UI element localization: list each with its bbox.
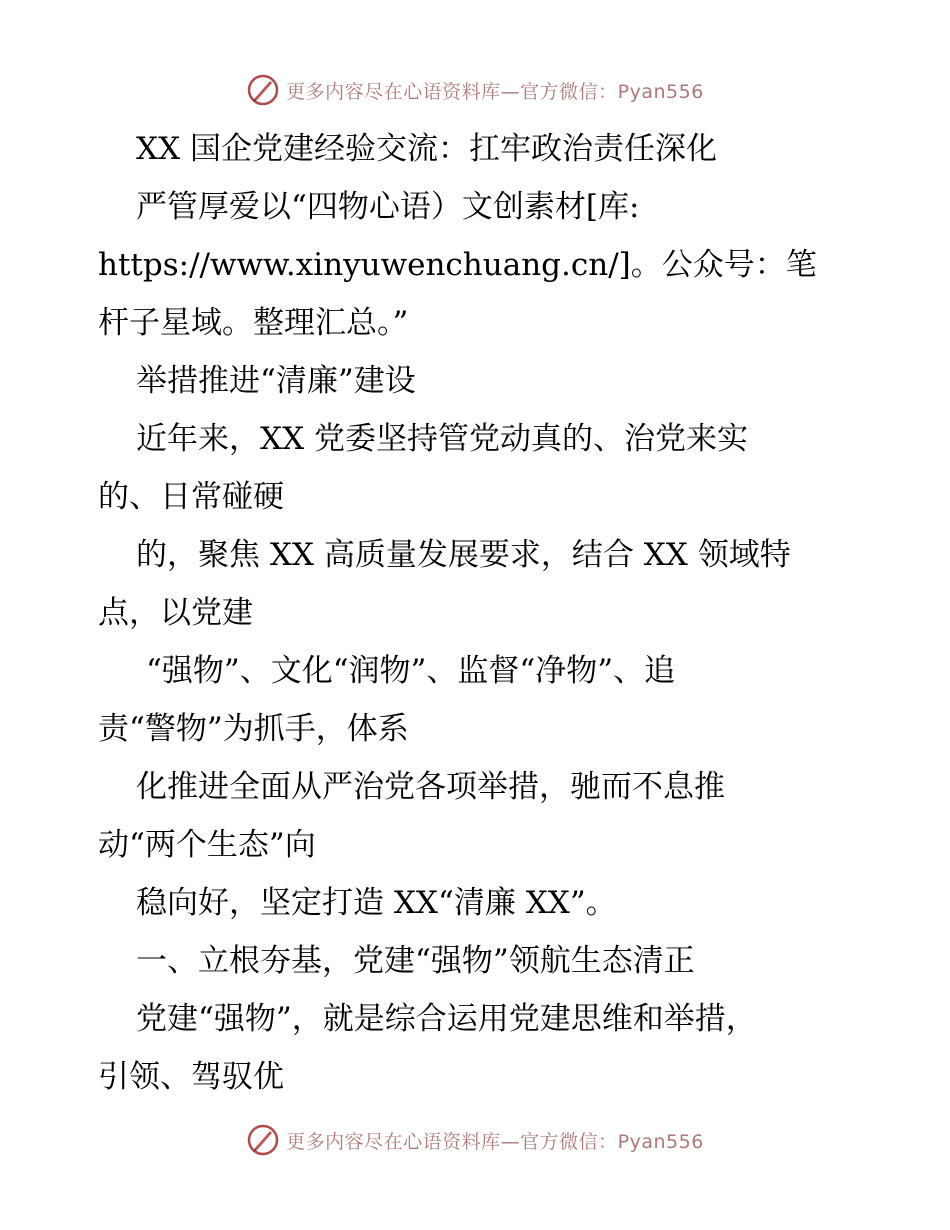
body-line: 化推进全面从严治党各项举措，驰而不息推 — [136, 769, 725, 805]
body-line: 严管厚爱以“四物心语）文创素材[库: — [136, 189, 640, 225]
body-line: 动“两个生态”向 — [98, 827, 316, 863]
body-line: 责“警物”为抓手，体系 — [98, 711, 409, 747]
body-line: 点，以党建 — [98, 595, 253, 631]
body-line: 的，聚焦 XX 高质量发展要求，结合 XX 领域特 — [136, 537, 791, 573]
footer-banner-text: 更多内容尽在心语资料库—官方微信：Pyan556 — [286, 1130, 704, 1153]
body-line: https://www.xinyuwenchuang.cn/]。公众号：笔 — [98, 247, 817, 283]
body-line: 稳向好，坚定打造 XX“清廉 XX”。 — [136, 885, 617, 921]
quill-pen-circle-icon — [246, 73, 280, 107]
body-line: 引领、驾驭优 — [98, 1059, 284, 1095]
document-body — [98, 120, 858, 1106]
quill-pen-circle-icon — [246, 1123, 280, 1157]
body-line: 党建“强物”，就是综合运用党建思维和举措， — [136, 1001, 757, 1037]
footer-banner — [0, 1120, 950, 1160]
body-line: “强物”、文化“润物”、监督“净物”、追 — [146, 653, 676, 689]
body-line: 杆子星域。整理汇总。” — [98, 305, 409, 341]
header-banner-text: 更多内容尽在心语资料库—官方微信：Pyan556 — [286, 80, 704, 103]
body-line: 一、立根夯基，党建“强物”领航生态清正 — [136, 943, 695, 979]
body-line: 的、日常碰硬 — [98, 479, 284, 515]
body-line: XX 国企党建经验交流：扛牢政治责任深化 — [136, 131, 717, 167]
header-banner — [0, 70, 950, 110]
body-line: 举措推进“清廉”建设 — [136, 363, 416, 399]
body-line: 近年来，XX 党委坚持管党动真的、治党来实 — [136, 421, 748, 457]
